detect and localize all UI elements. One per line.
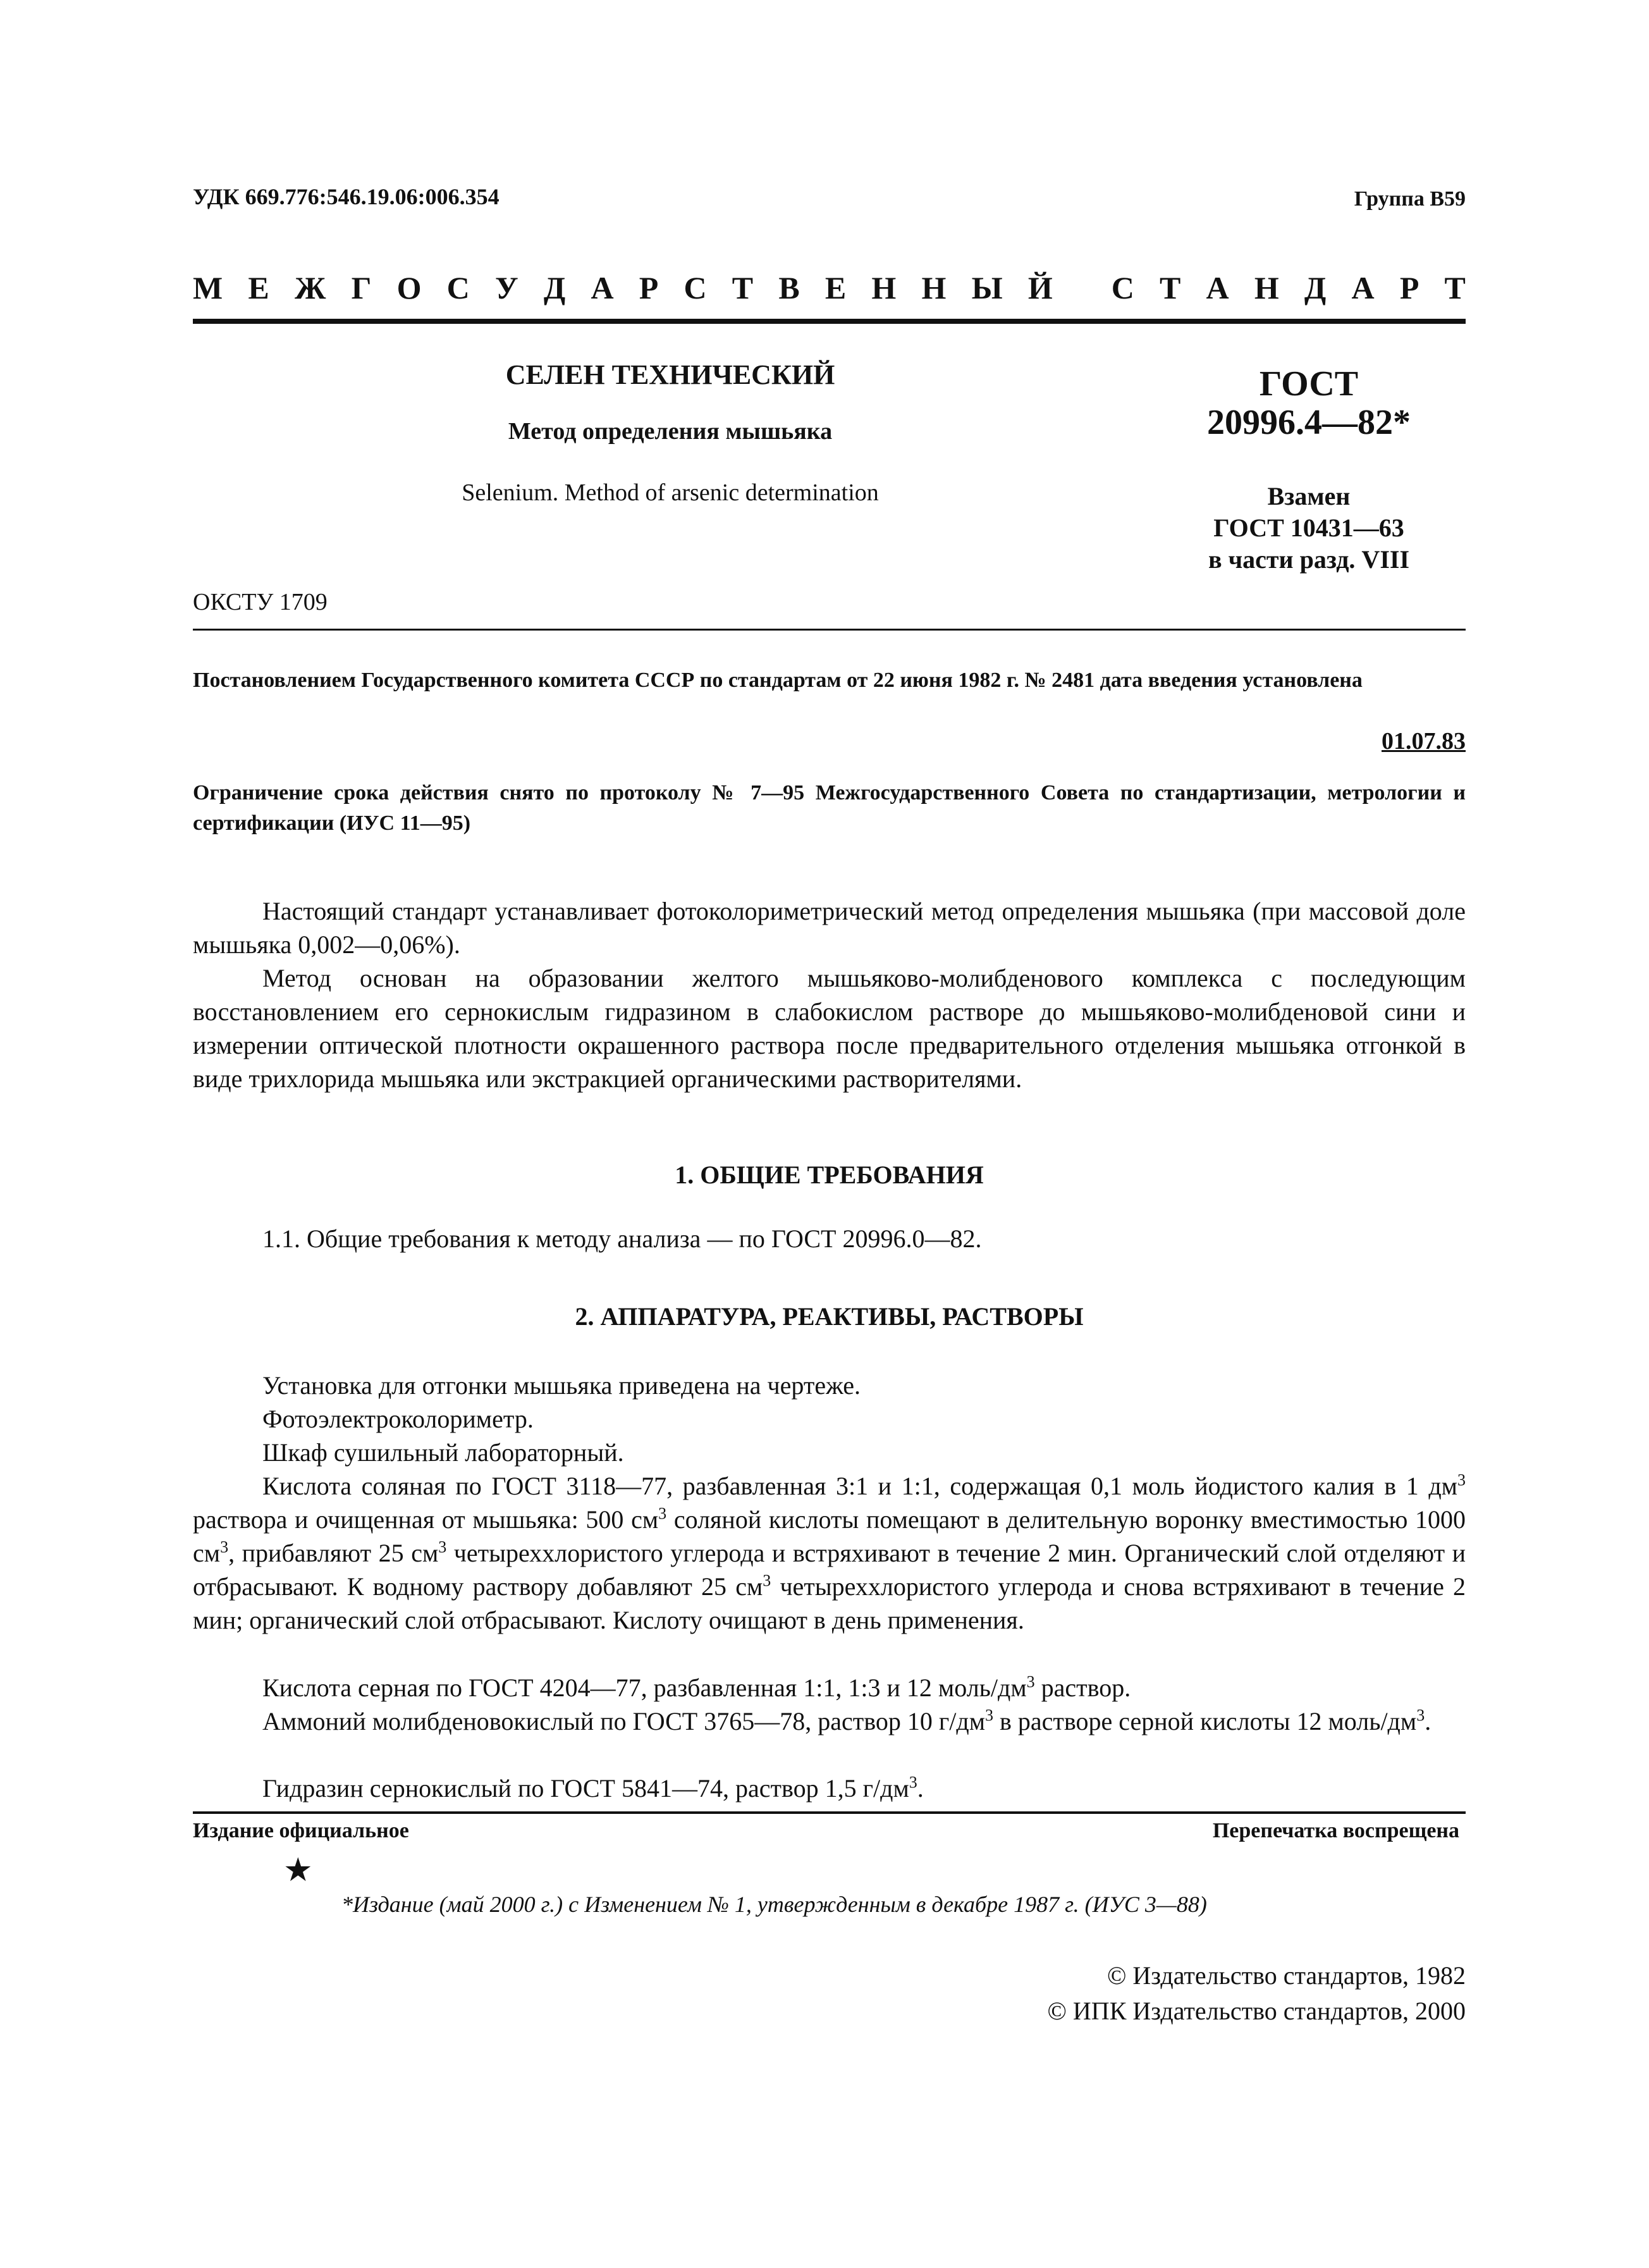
document-title: СЕЛЕН ТЕХНИЧЕСКИЙ [505, 359, 835, 390]
footer-rule [193, 1811, 1466, 1814]
banner-gap [1078, 269, 1086, 306]
banner-letter: Ы [971, 270, 1003, 305]
copyright-2000: © ИПК Издательство стандартов, 2000 [1047, 1997, 1466, 2025]
limitation-note: Ограничение срока действия снято по протоколу № 7—95 Межгосударственного Совета по стандартизации, метрологии и сертификации (ИУС 11—95) [193, 781, 1466, 835]
section-2-heading: 2. АППАРАТУРА, РЕАКТИВЫ, РАСТВОРЫ [575, 1302, 1084, 1331]
banner-letter: А [1351, 270, 1375, 305]
oksty-code: ОКСТУ 1709 [193, 589, 328, 615]
banner-letter: Д [543, 270, 566, 305]
apparatus-line-2: Фотоэлектроколориметр. [262, 1405, 534, 1433]
replaces-line-1: Взамен [1267, 482, 1351, 510]
superscript-3: 3 [220, 1538, 229, 1556]
ammonium-molybdate-paragraph [193, 1704, 1466, 1738]
hydrazine-paragraph [193, 1772, 1466, 1805]
superscript-3: 3 [1457, 1470, 1466, 1489]
group-code: Группа В59 [1354, 187, 1466, 211]
banner-letter: Т [1444, 270, 1466, 305]
banner-letter: Н [1254, 270, 1279, 305]
intro-paragraph-1: Настоящий стандарт устанавливает фотоколориметрический метод определения мышьяка (при массовой доле мышьяка 0,002—0,06%). [193, 897, 1466, 959]
mo-text-1: Аммоний молибденовокислый по ГОСТ 3765—78, раствор 10 г/дм [262, 1707, 986, 1735]
banner-letter: Р [1399, 270, 1419, 305]
banner-letter: Й [1027, 270, 1053, 305]
banner-letter: Д [1304, 270, 1327, 305]
banner-letter: Н [871, 270, 897, 305]
superscript-3: 3 [1416, 1706, 1425, 1725]
copyright-1982: © Издательство стандартов, 1982 [1106, 1961, 1466, 1990]
banner-letter: Н [921, 270, 947, 305]
superscript-3: 3 [909, 1773, 917, 1792]
banner-letter: Е [248, 270, 269, 305]
document-subtitle: Метод определения мышьяка [508, 418, 833, 445]
section-1-paragraph: 1.1. Общие требования к методу анализа — по ГОСТ 20996.0—82. [262, 1224, 982, 1253]
superscript-3: 3 [763, 1571, 771, 1590]
banner-letter: С [1111, 270, 1134, 305]
banner-letter: О [396, 270, 422, 305]
mo-text-3: . [1425, 1707, 1431, 1735]
replaces-block [1189, 481, 1429, 576]
introduction-date: 01.07.83 [1382, 728, 1466, 755]
superscript-3: 3 [985, 1706, 994, 1725]
banner-letter: А [591, 270, 614, 305]
section-1-heading: 1. ОБЩИЕ ТРЕБОВАНИЯ [675, 1161, 984, 1189]
h2so4-text-2: раствор. [1034, 1673, 1131, 1702]
reprint-prohibited-label: Перепечатка воспрещена [1212, 1819, 1459, 1842]
banner-letter: Т [732, 270, 754, 305]
sulfuric-acid-paragraph [193, 1671, 1466, 1704]
h2so4-text-1: Кислота серная по ГОСТ 4204—77, разбавленная 1:1, 1:3 и 12 моль/дм [262, 1673, 1027, 1702]
superscript-3: 3 [438, 1538, 447, 1556]
banner-letter: Р [639, 270, 659, 305]
hcl-text-5: четыреххлористого углерода и встряхивают в течение 2 мин. Органический слой отделяют и отбрасывают. К водному раствору добавляют 25 см [193, 1539, 1466, 1601]
interstate-standard-banner [193, 266, 1466, 310]
hydrochloric-acid-paragraph [193, 1469, 1466, 1637]
title-rule [193, 629, 1466, 631]
hcl-text-2: раствора и очищенная от мышьяка: 500 см [193, 1505, 659, 1534]
header-rule [193, 319, 1466, 324]
banner-letter: Т [1159, 270, 1181, 305]
replaces-line-3: в части разд. VIII [1208, 545, 1410, 574]
banner-letter: С [446, 270, 470, 305]
intro-paragraph-2: Метод основан на образовании желтого мышьяково-молибденового комплекса с последующим восстановлением его сернокислым гидразином в слабокислом растворе до мышьяково-молибденовой сини и измерении оптической плотности окрашенного раствора после предварительного отделения мышьяка отгонкой в виде трихлорида мышьяка или экстракцией органическими растворителями. [193, 964, 1466, 1093]
hz-text-1: Гидразин сернокислый по ГОСТ 5841—74, раствор 1,5 г/дм [262, 1774, 909, 1803]
gost-label: ГОСТ [1259, 364, 1359, 404]
banner-letter: В [778, 270, 800, 305]
edition-official-label: Издание официальное [193, 1819, 409, 1842]
hcl-text-6: четыреххлористого углерода и снова встряхивают в течение 2 мин; органический слой отбрасывают. Кислоту очищают в день применения. [193, 1572, 1466, 1634]
superscript-3: 3 [1026, 1672, 1035, 1691]
hcl-text-4: , прибавляют 25 см [228, 1539, 439, 1567]
edition-note: *Издание (май 2000 г.) с Изменением № 1, утвержденным в декабре 1987 г. (ИУС 3—88) [341, 1892, 1207, 1917]
document-title-english: Selenium. Method of arsenic determination [462, 479, 879, 506]
hz-text-2: . [917, 1774, 924, 1803]
udk-code: УДК 669.776:546.19.06:006.354 [193, 184, 500, 209]
apparatus-line-1: Установка для отгонки мышьяка приведена на чертеже. [262, 1371, 861, 1400]
star-icon: ★ [283, 1852, 313, 1889]
banner-letter: Ж [294, 270, 326, 305]
replaces-line-2: ГОСТ 10431—63 [1213, 514, 1404, 542]
hcl-text-1: Кислота соляная по ГОСТ 3118—77, разбавленная 3:1 и 1:1, содержащая 0,1 моль йодистого калия в 1 дм [262, 1472, 1457, 1500]
banner-letter: А [1206, 270, 1229, 305]
mo-text-2: в растворе серной кислоты 12 моль/дм [993, 1707, 1417, 1735]
decree-text: Постановлением Государственного комитета СССР по стандартам от 22 июня 1982 г. № 2481 дата введения установлена [193, 669, 1363, 692]
banner-letter: Е [824, 270, 847, 305]
banner-letter: У [494, 270, 518, 305]
apparatus-line-3: Шкаф сушильный лабораторный. [262, 1438, 624, 1467]
banner-letter: С [684, 270, 707, 305]
superscript-3: 3 [658, 1504, 667, 1523]
banner-letter: М [193, 270, 223, 305]
hcl-text-3: соляной кислоты помещают в делительную воронку вместимостью 1000 см [193, 1505, 1466, 1567]
gost-number: 20996.4—82* [1207, 403, 1411, 442]
banner-letter: Г [351, 270, 372, 305]
